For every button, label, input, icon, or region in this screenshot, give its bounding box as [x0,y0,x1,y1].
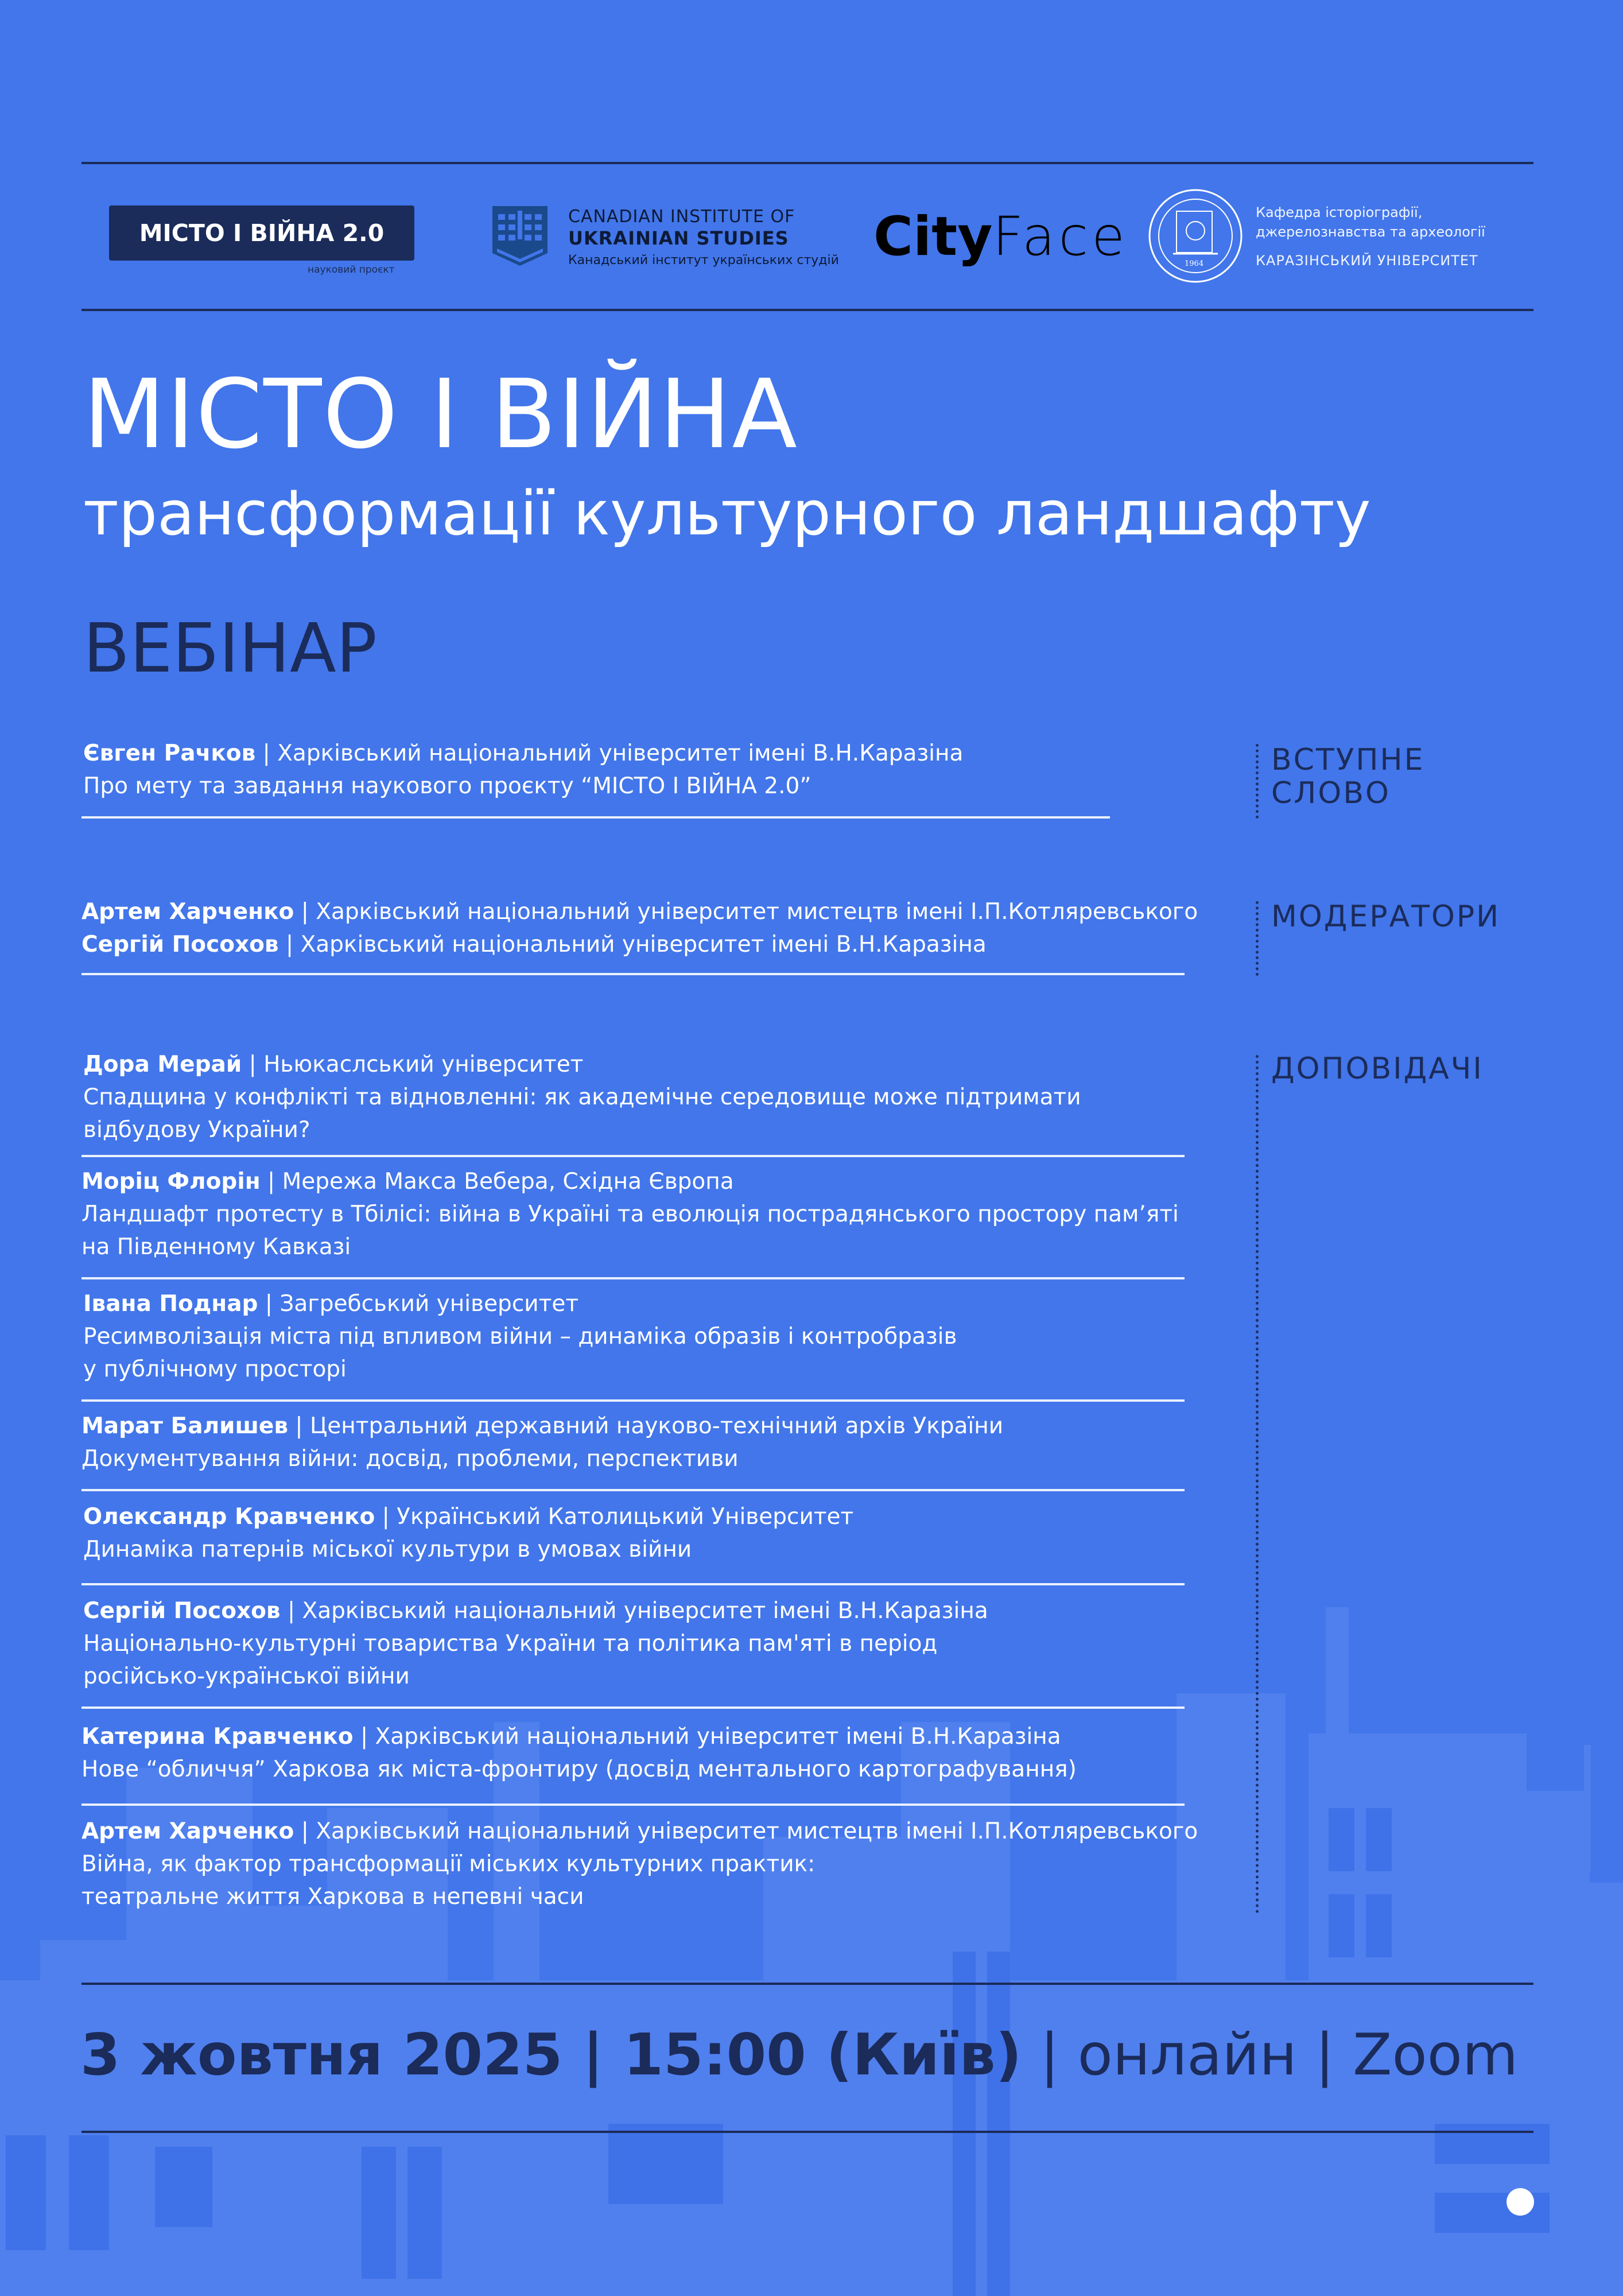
moderators-divider-dots [1256,901,1259,976]
cius-logo-line3: Канадський інститут українських студій [568,253,839,267]
speaker-name: Моріц Флорін [81,1169,261,1194]
speaker-affiliation: | Харківський національний університет імені В.Н.Каразіна [353,1724,1061,1750]
top-divider [81,162,1533,164]
footer-top-divider [81,1983,1533,1985]
moderator-item [81,928,1198,961]
speaker-item [83,1595,988,1693]
speaker-item [83,1287,957,1386]
speaker-item [81,1815,1198,1913]
karazin-seal-year: 1964 [1185,259,1204,268]
cityface-logo [873,205,1128,269]
speaker-item [81,1165,1179,1263]
speaker-name: Олександр Кравченко [83,1504,375,1530]
speaker-topic: Документування війни: досвід, проблеми, перспективи [81,1446,739,1472]
moderators-label: МОДЕРАТОРИ [1271,899,1501,934]
speaker-topic: Війна, як фактор трансформації міських культурних практик: [81,1851,816,1877]
logos-bottom-divider [81,309,1533,311]
speaker-item [81,1410,1003,1475]
misto-logo-caption: науковий проєкт [308,264,395,276]
moderator-name: Сергій Посохов [81,932,279,957]
speaker-divider [81,1804,1185,1806]
moderator-item [81,895,1198,928]
speaker-name: Марат Балишев [81,1413,289,1439]
intro-speaker-affiliation: | Харківський національний університет імені В.Н.Каразіна [255,740,964,766]
speaker-topic: у публічному просторі [83,1356,347,1382]
intro-divider-dots [1256,744,1259,819]
karazin-seal-icon [1148,188,1243,284]
speaker-name: Івана Поднар [83,1291,258,1317]
intro-speaker-name: Євген Рачков [83,740,256,766]
speaker-affiliation: | Загребський університет [258,1291,579,1317]
event-format: | онлайн | Zoom [1022,2021,1519,2088]
cius-logo-line1: CANADIAN INSTITUTE OF [568,207,795,227]
intro-entry [83,737,963,802]
karazin-logo-line3: КАРАЗІНСЬКИЙ УНІВЕРСИТЕТ [1256,253,1478,269]
speaker-topic: Спадщина у конфлікті та відновленні: як академічне середовище може підтримати [83,1084,1081,1110]
speaker-topic: Нове “обличчя” Харкова як міста-фронтиру (досвід ментального картографування) [81,1756,1077,1782]
speaker-affiliation: | Центральний державний науково-технічний архів України [288,1413,1004,1439]
misto-logo-badge [109,205,414,261]
cius-logo-icon [488,204,552,268]
speaker-topic: Ландшафт протесту в Тбілісі: війна в Україні та еволюція пострадянського простору пам’яті [81,1201,1179,1227]
cityface-logo-light: Face [992,205,1128,268]
speaker-topic: на Південному Кавказі [81,1234,351,1260]
event-datetime [80,2020,1518,2089]
speaker-divider [81,1399,1185,1402]
moderator-affiliation: | Харківський національний університет імені В.Н.Каразіна [278,932,987,957]
speakers-divider-dots [1256,1055,1259,1914]
intro-label-line2: СЛОВО [1271,776,1391,810]
intro-divider [81,816,1110,819]
moderators-list [81,895,1198,961]
speaker-item [81,1720,1077,1786]
speaker-name: Артем Харченко [81,1818,294,1844]
speaker-affiliation: | Мережа Макса Вебера, Східна Європа [260,1169,734,1194]
speaker-item [83,1048,1081,1146]
speaker-topic: театральне життя Харкова в непевні часи [81,1884,584,1910]
speaker-topic: Ресимволізація міста під впливом війни – динаміка образів і контробразів [83,1324,957,1349]
moderators-divider [81,973,1185,975]
speaker-affiliation: | Український Католицький Університет [375,1504,854,1530]
speakers-label: ДОПОВІДАЧІ [1271,1052,1484,1086]
misto-logo-title: МІСТО І ВІЙНА 2.0 [139,219,385,247]
karazin-logo-line2: джерелознавства та археології [1256,224,1485,240]
white-dot-icon [1506,2188,1534,2216]
speaker-divider [81,1277,1185,1279]
speaker-name: Сергій Посохов [83,1598,281,1624]
footer-bottom-divider [81,2131,1533,2133]
page-title: МІСТО І ВІЙНА [83,359,799,470]
speaker-topic: відбудову України? [83,1117,310,1143]
speaker-divider [81,1707,1185,1709]
cius-logo-line2: UKRAINIAN STUDIES [568,227,789,249]
speaker-divider [81,1155,1185,1157]
speaker-name: Катерина Кравченко [81,1724,354,1750]
intro-label-line1: ВСТУПНЕ [1271,743,1425,777]
karazin-logo-line1: Кафедра історіографії, [1256,204,1423,220]
speaker-topic: Національно-культурні товариства України та політика пам'яті в період [83,1631,938,1657]
page-subtitle: трансформації культурного ландшафту [83,478,1371,549]
speaker-affiliation: | Харківський національний університет імені В.Н.Каразіна [280,1598,988,1624]
event-type: ВЕБІНАР [83,608,377,688]
speaker-topic: російсько-української війни [83,1663,410,1689]
event-date-time: 3 жовтня 2025 | 15:00 (Київ) [80,2021,1022,2088]
intro-label [1271,743,1425,810]
moderator-name: Артем Харченко [81,899,294,925]
intro-topic: Про мету та завдання наукового проєкту “МІСТО І ВІЙНА 2.0” [83,773,812,799]
speaker-divider [81,1583,1185,1585]
speaker-name: Дора Мерай [83,1052,242,1077]
speaker-topic: Динаміка патернів міської культури в умовах війни [83,1537,692,1562]
cityface-logo-bold: City [873,205,993,268]
speaker-affiliation: | Ньюкаслський університет [242,1052,584,1077]
speaker-item [83,1500,853,1566]
speaker-affiliation: | Харківський національний університет мистецтв імені І.П.Котляревського [294,1818,1198,1844]
moderator-affiliation: | Харківський національний університет мистецтв імені І.П.Котляревського [294,899,1198,925]
speaker-divider [81,1489,1185,1491]
